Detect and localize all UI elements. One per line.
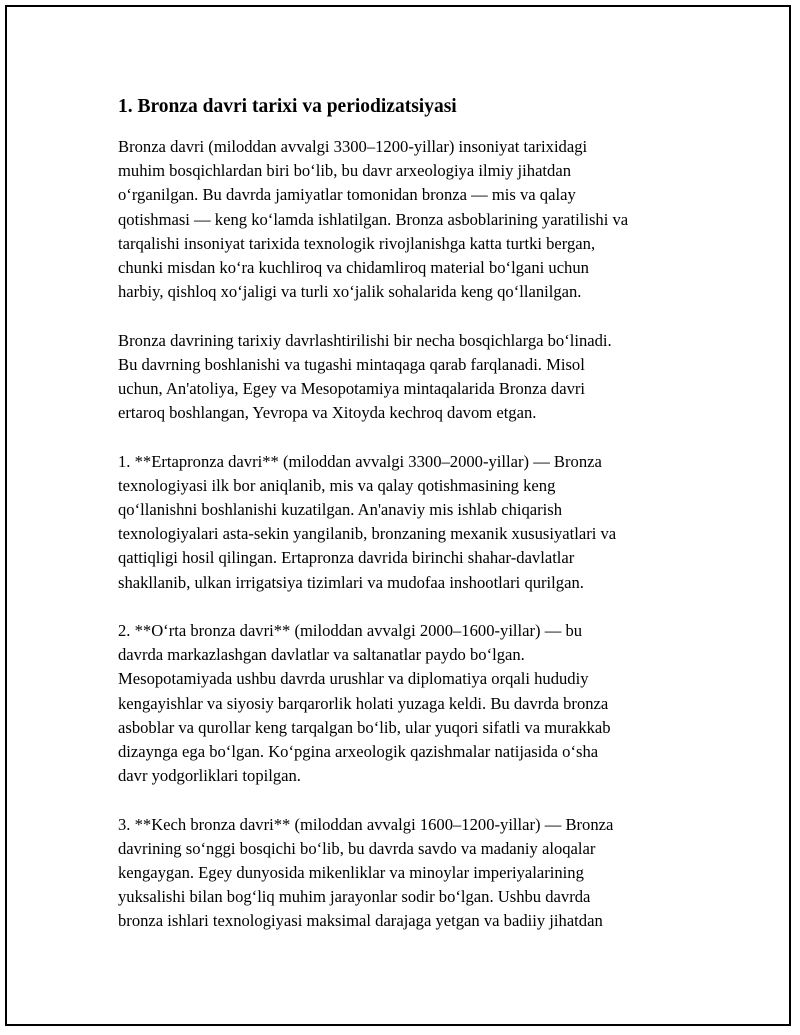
text-line: 2. **O‘rta bronza davri** (miloddan avvalgi 2000–1600-yillar) — bu: [118, 621, 583, 641]
text-line: texnologiyalari asta-sekin yangilanib, bronzaning mexanik xususiyatlari va: [118, 524, 617, 544]
text-line: 3. **Kech bronza davri** (miloddan avvalgi 1600–1200-yillar) — Bronza: [118, 814, 614, 834]
text-line: kengayishlar va siyosiy barqarorlik holati yuzaga keldi. Bu davrda bronza: [118, 693, 609, 713]
text-line: Bronza davrining tarixiy davrlashtirilishi bir necha bosqichlarga bo‘linadi.: [118, 330, 612, 350]
text-line: davr yodgorliklari topilgan.: [118, 766, 301, 786]
text-line: qo‘llanishni boshlanishi kuzatilgan. An'anaviy mis ishlab chiqarish: [118, 500, 563, 520]
text-line: Bronza davri (miloddan avvalgi 3300–1200-yillar) insoniyat tarixidagi: [118, 137, 588, 156]
text-line: uchun, An'atoliya, Egey va Mesopotamiya mintaqalarida Bronza davri: [118, 379, 586, 399]
text-line: kengaygan. Egey dunyosida mikenliklar va minoylar imperiyalarining: [118, 863, 584, 883]
text-line: chunki misdan ko‘ra kuchliroq va chidamliroq material bo‘lgani uchun: [118, 258, 589, 278]
document-body: [118, 93, 688, 958]
text-line: shakllanib, ulkan irrigatsiya tizimlari va mudofaa inshootlari qurilgan.: [118, 572, 584, 592]
text-line: bronza ishlari texnologiyasi maksimal darajaga yetgan va badiiy jihatdan: [118, 911, 603, 931]
paragraph-intro: [118, 135, 688, 304]
paragraph-periodization: [118, 329, 688, 426]
paragraph-late-bronze: [118, 813, 688, 934]
paragraph-early-bronze: [118, 450, 688, 595]
text-line: o‘rganilgan. Bu davrda jamiyatlar tomonidan bronza — mis va qalay: [118, 185, 576, 205]
text-line: muhim bosqichlardan biri bo‘lib, bu davr arxeologiya ilmiy jihatdan: [118, 161, 572, 181]
text-line: ertaroq boshlangan, Yevropa va Xitoyda kechroq davom etgan.: [118, 403, 537, 423]
text-line: qattiqligi hosil qilingan. Ertapronza davrida birinchi shahar-davlatlar: [118, 548, 575, 568]
text-line: yuksalishi bilan bog‘liq muhim jarayonlar sodir bo‘lgan. Ushbu davrda: [118, 887, 591, 907]
text-line: Bu davrning boshlanishi va tugashi mintaqaga qarab farqlanadi. Misol: [118, 354, 585, 374]
text-line: qotishmasi — keng ko‘lamda ishlatilgan. Bronza asboblarining yaratilishi va: [118, 209, 629, 229]
text-line: davrining so‘nggi bosqichi bo‘lib, bu davrda savdo va madaniy aloqalar: [118, 838, 596, 858]
text-line: asboblar va qurollar keng tarqalgan bo‘lib, ular yuqori sifatli va murakkab: [118, 717, 611, 737]
text-line: 1. **Ertapronza davri** (miloddan avvalgi 3300–2000-yillar) — Bronza: [118, 451, 602, 471]
text-line: Mesopotamiyada ushbu davrda urushlar va diplomatiya orqali hududiy: [118, 669, 589, 689]
text-line: tarqalishi insoniyat tarixida texnologik rivojlanishga katta turtki bergan,: [118, 233, 596, 253]
paragraph-middle-bronze: [118, 619, 688, 788]
text-line: texnologiyasi ilk bor aniqlanib, mis va qalay qotishmasining keng: [118, 475, 556, 495]
section-heading: 1. Bronza davri tarixi va periodizatsiyasi: [118, 96, 457, 117]
text-line: harbiy, qishloq xo‘jaligi va turli xo‘jalik sohalarida keng qo‘llanilgan.: [118, 282, 582, 302]
text-line: davrda markazlashgan davlatlar va saltanatlar paydo bo‘lgan.: [118, 645, 525, 665]
text-line: dizaynga ega bo‘lgan. Ko‘pgina arxeologik qazishmalar natijasida o‘sha: [118, 742, 599, 762]
